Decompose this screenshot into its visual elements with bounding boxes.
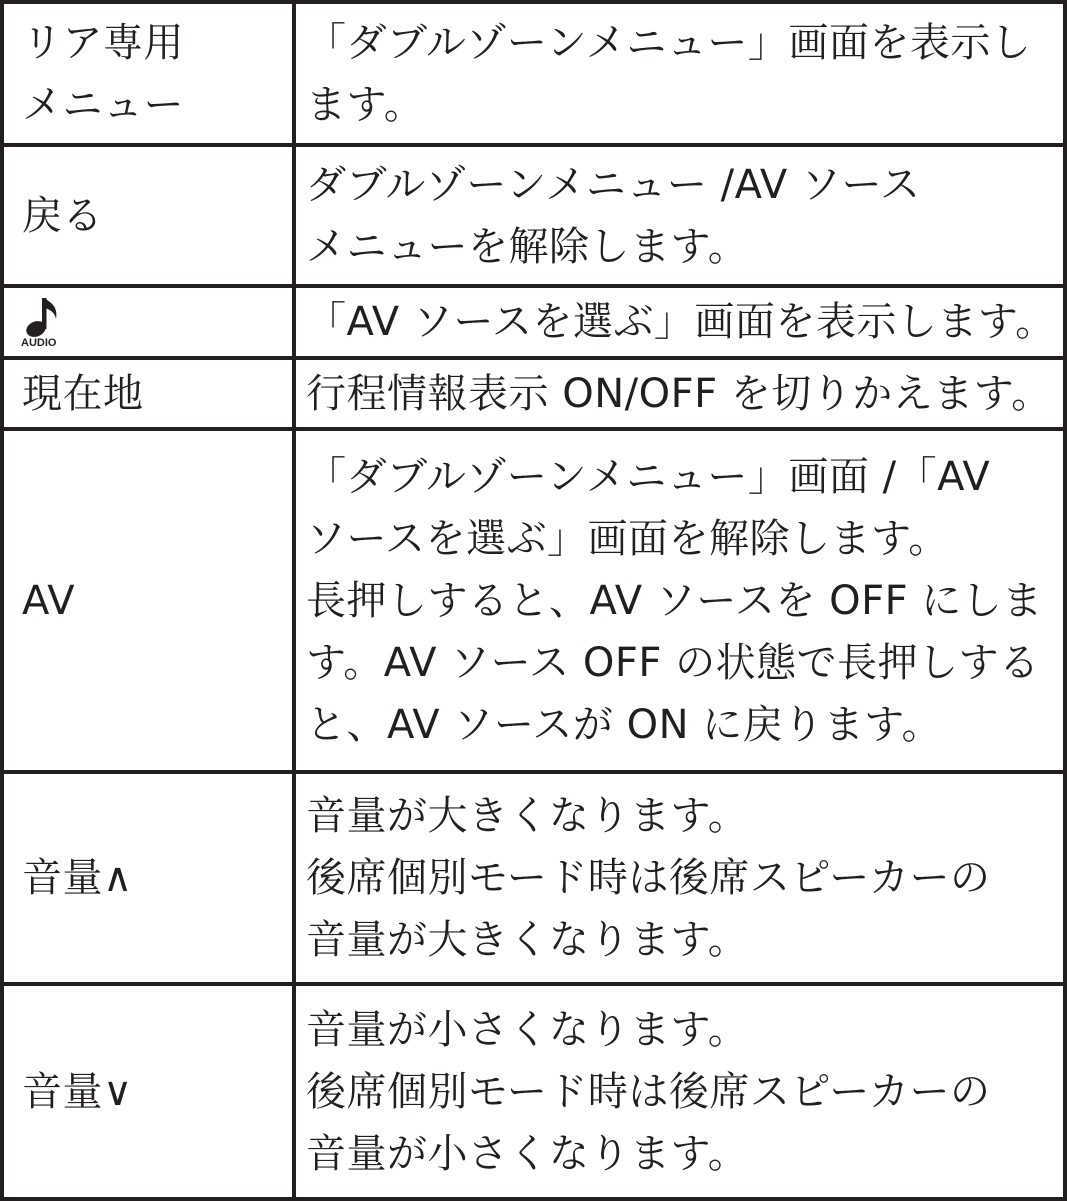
description-cell bbox=[294, 984, 1065, 1199]
music-note-glyph bbox=[22, 295, 68, 339]
description-line: 行程情報表示 ON/OFF を切りかえます。 bbox=[306, 370, 1052, 417]
description-line: す。AV ソース OFF の状態で長押しする bbox=[306, 639, 1040, 686]
button-name-cell bbox=[2, 2, 294, 145]
button-name-line: メニュー bbox=[22, 81, 184, 128]
description-line: 「AV ソースを選ぶ」画面を表示します。 bbox=[306, 299, 1056, 345]
description-line: 音量が大きくなります。 bbox=[306, 793, 749, 839]
button-name-line: 戻る bbox=[22, 192, 103, 239]
description-cell bbox=[294, 286, 1065, 358]
button-name-cell bbox=[2, 772, 294, 984]
description-line: 後席個別モード時は後席スピーカーの bbox=[306, 1068, 991, 1115]
description-line: と、AV ソースが ON に戻ります。 bbox=[306, 701, 943, 748]
description-cell bbox=[294, 358, 1065, 429]
button-name-line: 音量∨ bbox=[22, 1068, 133, 1115]
table-row bbox=[2, 358, 1065, 429]
description-line: 「ダブルゾーンメニュー」画面を表示し bbox=[306, 19, 1032, 66]
table-row bbox=[2, 429, 1065, 772]
description-cell bbox=[294, 2, 1065, 145]
button-name-line: AV bbox=[22, 577, 76, 624]
description-line: 音量が小さくなります。 bbox=[306, 1006, 749, 1053]
button-name-cell bbox=[2, 984, 294, 1199]
button-name-cell bbox=[2, 286, 294, 358]
table-row bbox=[2, 2, 1065, 145]
description-line: ダブルゾーンメニュー /AV ソース bbox=[306, 161, 921, 208]
button-name-line: 現在地 bbox=[22, 370, 144, 417]
table-row bbox=[2, 145, 1065, 286]
button-name-line: 音量∧ bbox=[22, 855, 133, 901]
table-row bbox=[2, 984, 1065, 1199]
button-name-cell bbox=[2, 358, 294, 429]
description-cell bbox=[294, 429, 1065, 772]
description-line: メニューを解除します。 bbox=[306, 223, 749, 270]
audio-icon-label: AUDIO bbox=[21, 337, 57, 349]
button-name-cell bbox=[2, 145, 294, 286]
table-row bbox=[2, 772, 1065, 984]
description-cell bbox=[294, 772, 1065, 984]
description-line: 音量が大きくなります。 bbox=[306, 917, 749, 963]
description-line: 後席個別モード時は後席スピーカーの bbox=[306, 855, 991, 901]
description-line: 音量が小さくなります。 bbox=[306, 1130, 749, 1177]
description-line: 「ダブルゾーンメニュー」画面 /「AV bbox=[306, 453, 991, 500]
description-line: ます。 bbox=[306, 81, 425, 128]
description-line: ソースを選ぶ」画面を解除します。 bbox=[306, 515, 949, 562]
table-row bbox=[2, 286, 1065, 358]
music-note-icon bbox=[22, 295, 72, 353]
button-name-line: リア専用 bbox=[22, 19, 184, 66]
button-name-cell bbox=[2, 429, 294, 772]
description-cell bbox=[294, 145, 1065, 286]
description-line: 長押しすると、AV ソースを OFF にしま bbox=[306, 577, 1043, 624]
